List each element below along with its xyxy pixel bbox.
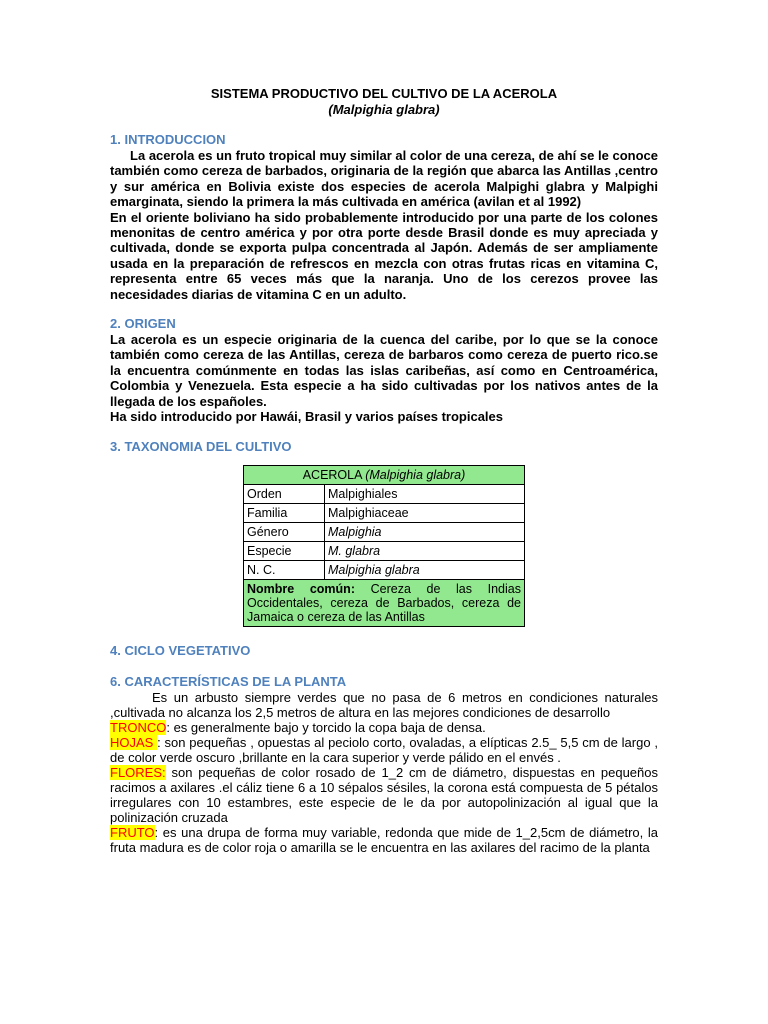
table-row (244, 522, 525, 541)
label-tronco: TRONCO (110, 719, 167, 735)
table-header-row (244, 465, 525, 484)
table-row (244, 484, 525, 503)
label-fruto: FRUTO (110, 824, 155, 840)
table-value: Malpighia (325, 522, 525, 541)
table-header-text: ACEROLA (302, 467, 366, 482)
document-page (110, 86, 658, 855)
paragraph: La acerola es un especie originaria de la cuenca del caribe, por lo que se la conoce también como cereza de las Antillas, cereza de barbaros como cereza de puerto rico.se la encuentra comúnmente en todas las islas caribeñas, así como en Centroamérica, Colombia y Venezuela. Esta especie a ha sido cultivadas por los nativos antes de la llegada de los españoles. (110, 332, 658, 409)
paragraph-hojas (110, 735, 658, 765)
paragraph: La acerola es un fruto tropical muy similar al color de una cereza, de ahí se le conoce también como cereza de barbados, originaria de la región que abarca las Antillas ,centro y sur américa en Bolivia existe dos especies de acerola Malpighi glabra y Malpighi emarginata, siendo la primera la más cultivada en américa (avilan et al 1992) (110, 148, 658, 210)
section-ciclo (110, 643, 658, 659)
table-header-cell (244, 465, 525, 484)
document-title: SISTEMA PRODUCTIVO DEL CULTIVO DE LA ACEROLA (210, 86, 558, 101)
table-value: Malpighiaceae (325, 503, 525, 522)
paragraph-tronco (110, 720, 658, 735)
table-header-species: (Malpighia glabra) (365, 467, 466, 482)
common-name-label: Nombre común: (247, 581, 355, 596)
table-value: Malpighiales (325, 484, 525, 503)
section-caracteristicas (110, 674, 658, 855)
table-key: Especie (244, 541, 325, 560)
table-row (244, 541, 525, 560)
table-key: Orden (244, 484, 325, 503)
table-row (244, 560, 525, 579)
table-key: Familia (244, 503, 325, 522)
text-flores: son pequeñas de color rosado de 1_2 cm de diámetro, dispuestas en pequeños racimos a axilares .el cáliz tiene 6 a 10 sépalos sésiles, la corona está compuesta de 5 pétalos irregulares con 10 estambres, este especie de le da por autopolinización al igual que la polinización cruzada (110, 764, 658, 825)
section-introduccion (110, 132, 658, 302)
paragraph: En el oriente boliviano ha sido probablemente introducido por una parte de los colones menonitas de centro américa y por otra porte desde Brasil donde es muy apreciada y cultivada, donde se exporta pulpa concentrada al Japón. Además de ser ampliamente usada en la preparación de refrescos en mezcla con otras frutas ricas en vitamina C, representa entre 65 veces más que la naranja. Uno de los cerezos provee las necesidades diarias de vitamina C en un adulto. (110, 209, 658, 302)
common-name-text: Cereza de las Indias Occidentales, cereza de Barbados, cereza de Jamaica o cereza de las Antillas (247, 581, 521, 624)
paragraph: Ha sido introducido por Hawái, Brasil y varios países tropicales (110, 409, 504, 425)
label-flores: FLORES: (110, 764, 166, 780)
table-value: M. glabra (325, 541, 525, 560)
paragraph: Es un arbusto siempre verdes que no pasa de 6 metros en condiciones naturales ,cultivada no alcanza los 2,5 metros de altura en las mejores condiciones de desarrollo (110, 689, 658, 720)
section-heading: 4. CICLO VEGETATIVO (110, 642, 251, 658)
table-key: Género (244, 522, 325, 541)
section-heading: 1. INTRODUCCION (110, 132, 226, 147)
common-name-cell (244, 579, 525, 626)
text-tronco: : es generalmente bajo y torcido la copa baja de densa. (166, 719, 486, 735)
section-heading: 2. ORIGEN (110, 316, 176, 332)
taxonomy-table (243, 465, 525, 627)
text-hojas: : son pequeñas , opuestas al peciolo corto, ovaladas, a elípticas 2.5_ 5,5 cm de largo , de color verde oscuro ,brillante en la cara superior y verde pálido en el envés . (110, 734, 658, 765)
table-footer-row (244, 579, 525, 626)
text-fruto: : es una drupa de forma muy variable, redonda que mide de 1_2,5cm de diámetro, la fruta madura es de color roja o amarilla se le encuentra en las axilares del racimo de la planta (110, 824, 658, 855)
paragraph-fruto (110, 825, 658, 855)
section-heading: 6. CARACTERÍSTICAS DE LA PLANTA (110, 673, 347, 689)
label-hojas: HOJAS (110, 734, 158, 750)
section-heading: 3. TAXONOMIA DEL CULTIVO (110, 438, 292, 454)
document-subtitle: (Malpighia glabra) (328, 102, 440, 117)
table-row (244, 503, 525, 522)
table-value: Malpighia glabra (325, 560, 525, 579)
table-key: N. C. (244, 560, 325, 579)
section-taxonomia (110, 439, 658, 627)
paragraph-flores (110, 765, 658, 825)
section-origen (110, 316, 658, 424)
